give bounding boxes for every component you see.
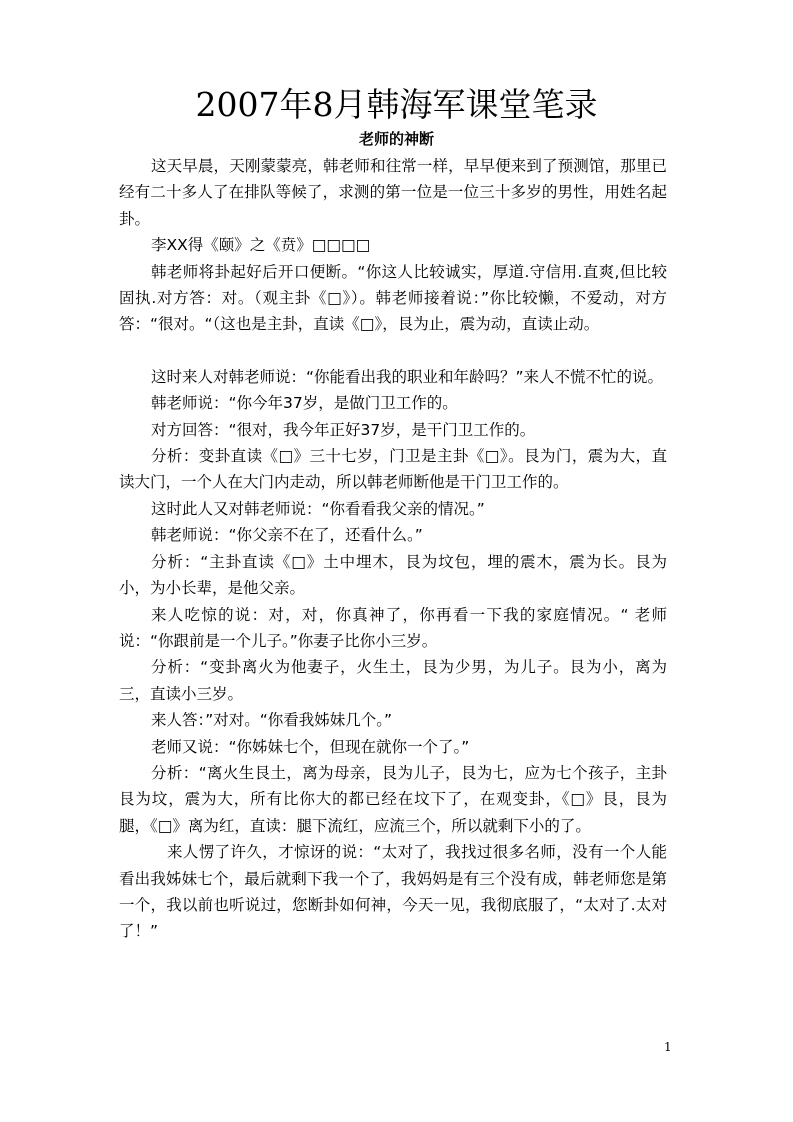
paragraph: 这时此人又对韩老师说：“你看看我父亲的情况。”	[151, 499, 485, 518]
paragraph: 对方回答：“很对，我今年正好37岁，是干门卫工作的。	[151, 420, 536, 439]
paragraph: 来人答：”对对。“你看我姊妹几个。”	[151, 711, 393, 730]
paragraph: 韩老师说：“你父亲不在了，还看什么。”	[151, 526, 423, 545]
paragraph: 分析：变卦直读《□》三十七岁，门卫是主卦《□》。艮为门，震为大，直读大门，一个人在大门内走动，所以韩老师断他是干门卫工作的。	[119, 447, 667, 492]
paragraph: 李XX得《颐》之《贲》□□□□	[151, 236, 371, 255]
paragraph: 这时来人对韩老师说：“你能看出我的职业和年龄吗？”来人不慌不忙的说。	[151, 367, 664, 386]
document-title: 2007年8月韩海军课堂笔录	[195, 85, 598, 124]
page-number: 1	[664, 1040, 672, 1054]
paragraph: 老师又说：“你姊妹七个，但现在就你一个了。”	[151, 737, 470, 756]
paragraph: 韩老师将卦起好后开口便断。“你这人比较诚实，厚道.守信用.直爽,但比较固执.对方答：对。（观主卦《□》）。韩老师接着说：”你比较懒，不爱动，对方答：“很对。“（这也是主卦，直读《□》，艮为止，震为动，直读止动。	[119, 262, 667, 334]
paragraph: 这天早晨，天刚蒙蒙亮，韩老师和往常一样，早早便来到了预测馆，那里已经有二十多人了在排队等候了，求测的第一位是一位三十多岁的男性，用姓名起卦。	[119, 157, 667, 228]
paragraph: 分析：“离火生艮土，离为母亲，艮为儿子，艮为七，应为七个孩子，主卦艮为坟，震为大，所有比你大的都已经在坟下了，在观变卦，《□》艮，艮为腿，《□》离为红，直读：腿下流红，应流三个，所以就剩下小的了。	[119, 763, 667, 835]
document-body	[119, 153, 667, 945]
paragraph: 来人愣了许久，才惊讶的说：“太对了，我找过很多名师，没有一个人能看出我姊妹七个，最后就剩下我一个了，我妈妈是有三个没有成，韩老师您是第一个，我以前也听说过，您断卦如何神，今天一见，我彻底服了，“太对了.太对了！”	[119, 843, 667, 941]
paragraph: 分析：“变卦离火为他妻子，火生土，艮为少男，为儿子。艮为小，离为三，直读小三岁。	[119, 658, 667, 703]
document-subtitle: 老师的神断	[358, 130, 434, 148]
paragraph: 分析：“主卦直读《□》土中埋木，艮为坟包，埋的震木，震为长。艮为小，为小长辈，是他父亲。	[119, 552, 667, 598]
paragraph: 来人吃惊的说：对，对，你真神了，你再看一下我的家庭情况。“ 老师说：“你跟前是一个儿子。”你妻子比你小三岁。	[119, 605, 667, 650]
paragraph: 韩老师说：“你今年37岁，是做门卫工作的。	[151, 394, 458, 413]
